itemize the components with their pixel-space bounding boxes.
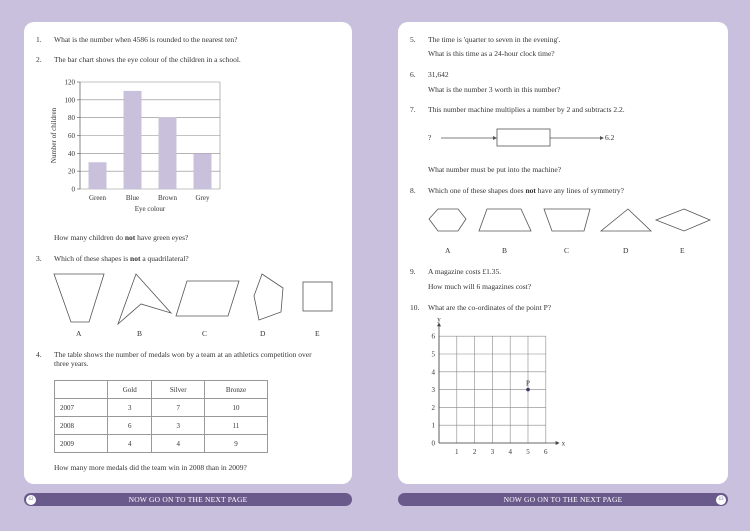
y-tick-label: 6 <box>431 332 435 341</box>
q8-label-a: A <box>445 246 451 255</box>
q10-number: 10. <box>410 303 420 312</box>
q9-text: A magazine costs £1.35. <box>428 267 502 276</box>
x-tick-label: 1 <box>455 448 459 456</box>
table-cell: 3 <box>152 417 205 435</box>
table-header-cell: Gold <box>108 381 152 399</box>
point-p-marker <box>526 388 530 392</box>
x-tick-label: 2 <box>472 448 477 456</box>
q4-number: 4. <box>36 350 42 359</box>
x-axis-arrow <box>556 441 560 445</box>
table-cell: 4 <box>152 435 205 453</box>
y-axis-label: Number of children <box>50 107 58 164</box>
q6-number: 6. <box>410 70 416 79</box>
left-page-number: 42 <box>26 495 36 505</box>
q3-label-e: E <box>315 329 320 338</box>
q6-text: 31,642 <box>428 70 449 79</box>
q9-number: 9. <box>410 267 416 276</box>
x-tick-label: 3 <box>490 448 495 456</box>
y-tick-label: 5 <box>431 350 435 359</box>
table-cell: 2009 <box>55 435 108 453</box>
q9-follow-up: How much will 6 magazines cost? <box>428 282 532 291</box>
x-axis-label: Eye colour <box>134 205 166 213</box>
x-tick-label: Brown <box>157 194 178 202</box>
x-tick-label: 4 <box>508 448 512 456</box>
q4-text-line2: three years. <box>54 359 89 368</box>
table-cell: 2008 <box>55 417 108 435</box>
left-footer-text: NOW GO ON TO THE NEXT PAGE <box>128 495 248 504</box>
x-tick-label: 6 <box>544 448 548 456</box>
y-tick-label: 4 <box>431 368 435 377</box>
q4-text-line1: The table shows the number of medals won by a team at an athletics competition over <box>54 350 312 359</box>
q8-number: 8. <box>410 186 416 195</box>
right-footer-text: NOW GO ON TO THE NEXT PAGE <box>503 495 623 504</box>
q7-output-label: 6.2 <box>605 133 615 142</box>
right-page-number: 43 <box>716 495 726 505</box>
table-cell: 4 <box>108 435 152 453</box>
q3-label-a: A <box>76 329 82 338</box>
table-cell: 11 <box>205 417 268 435</box>
q8-label-d: D <box>623 246 629 255</box>
x-axis-label: x <box>561 439 566 448</box>
y-tick-label: 0 <box>71 185 75 194</box>
x-tick-label: 5 <box>526 448 530 456</box>
y-tick-label: 2 <box>431 403 435 412</box>
q2-text: The bar chart shows the eye colour of the children in a school. <box>54 55 241 64</box>
table-cell: 9 <box>205 435 268 453</box>
y-tick-label: 1 <box>431 421 435 430</box>
y-tick-label: 3 <box>431 386 435 395</box>
q8-label-c: C <box>564 246 570 255</box>
q7-text: This number machine multiplies a number by 2 and subtracts 2.2. <box>428 105 625 114</box>
x-tick-label: Green <box>88 194 107 202</box>
y-axis-label: y <box>437 315 441 324</box>
q6-follow-up: What is the number 3 worth in this number? <box>428 85 561 94</box>
y-tick-label: 60 <box>68 132 75 140</box>
table-cell: 10 <box>205 399 268 417</box>
table-header-cell: Bronze <box>205 381 268 399</box>
table-cell: 6 <box>108 417 152 435</box>
q4-follow-up: How many more medals did the team win in 2008 than in 2009? <box>54 463 247 472</box>
q8-label-b: B <box>502 246 508 255</box>
q8-label-e: E <box>680 246 685 255</box>
q3-text: Which of these shapes is not a quadrilateral? <box>54 254 189 263</box>
q2-number: 2. <box>36 55 42 64</box>
q3-label-b: B <box>137 329 143 338</box>
y-tick-label: 120 <box>64 78 75 87</box>
q5-text: The time is 'quarter to seven in the evening'. <box>428 35 561 44</box>
y-tick-label: 40 <box>68 149 75 158</box>
q3-label-d: D <box>260 329 266 338</box>
q7-follow-up: What number must be put into the machine? <box>428 165 562 174</box>
table-cell: 2007 <box>55 399 108 417</box>
q8-text: Which one of these shapes does not have any lines of symmetry? <box>428 186 625 195</box>
table-header-cell: Silver <box>152 381 205 399</box>
q2-follow-up: How many children do not have green eyes? <box>54 233 189 242</box>
y-tick-label: 100 <box>64 96 75 105</box>
q3-number: 3. <box>36 254 42 263</box>
left-footer-banner <box>24 493 352 506</box>
x-tick-label: Grey <box>195 194 210 202</box>
q5-number: 5. <box>410 35 416 44</box>
table-cell: 3 <box>108 399 152 417</box>
q7-input-label: ? <box>428 133 432 142</box>
q10-text: What are the co-ordinates of the point P? <box>428 303 552 312</box>
q1-number: 1. <box>36 35 42 44</box>
table-cell: 7 <box>152 399 205 417</box>
q7-number: 7. <box>410 105 416 114</box>
y-tick-label: 0 <box>431 439 435 448</box>
point-p-label: P <box>526 379 530 388</box>
x-tick-label: Blue <box>125 194 140 202</box>
q3-label-c: C <box>202 329 208 338</box>
y-tick-label: 20 <box>68 167 75 176</box>
q1-text: What is the number when 4586 is rounded to the nearest ten? <box>54 35 238 44</box>
y-tick-label: 80 <box>68 114 75 123</box>
right-footer-banner <box>398 493 728 506</box>
q5-follow-up: What is this time as a 24-hour clock time? <box>428 49 555 58</box>
